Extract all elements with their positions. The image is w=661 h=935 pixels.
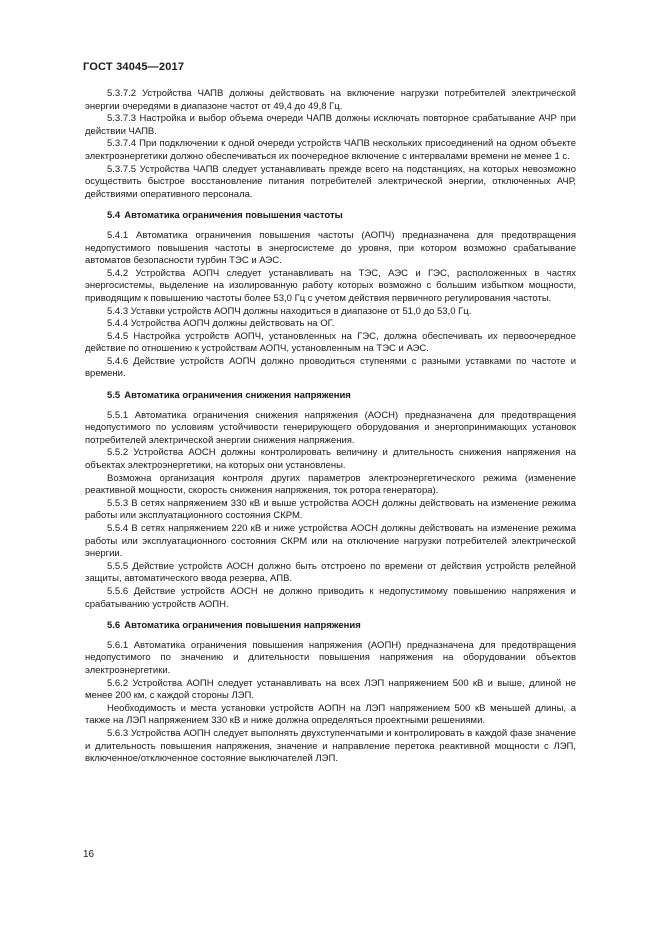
section-heading — [85, 210, 576, 223]
document-body — [85, 88, 576, 766]
paragraph: 5.5.3 В сетях напряжением 330 кВ и выше устройства АОСН должны действовать на изменение режима работы или эксплуатационного состояния СКРМ. — [85, 497, 576, 522]
paragraph: 5.6.1 Автоматика ограничения повышения напряжения (АОПН) предназначена для предотвращения недопустимого по значению и длительности повышения напряжения на оборудовании объектов электроэнергетики. — [85, 639, 576, 676]
section-title: Автоматика ограничения повышения напряжения — [124, 620, 361, 632]
section-number: 5.4 — [107, 210, 121, 222]
paragraph: Возможна организация контроля других параметров электроэнергетического режима (изменение реактивной мощности, скорость снижения напряжения, ток ротора генератора). — [85, 472, 576, 497]
paragraph: 5.5.4 В сетях напряжением 220 кВ и ниже устройства АОСН должны действовать на изменение режима работы или эксплуатационного состояния СКРМ или на отключение нагрузки потребителей электрической энергии. — [85, 523, 576, 560]
document-header: ГОСТ 34045—2017 — [83, 61, 185, 73]
section-number: 5.6 — [107, 620, 121, 632]
paragraph: 5.4.2 Устройства АОПЧ следует устанавливать на ТЭС, АЭС и ГЭС, расположенных в частях энергосистемы, выделение на изолированную работу которых возможно с большим избытком мощности, приводящим к повышению частоты более 53,0 Гц с учетом действия первичного регулирования частоты. — [85, 267, 576, 304]
section-title: Автоматика ограничения снижения напряжения — [124, 390, 351, 402]
section-heading — [85, 620, 576, 633]
paragraph: 5.4.4 Устройства АОПЧ должны действовать на ОГ. — [107, 318, 335, 330]
paragraph: 5.3.7.2 Устройства ЧАПВ должны действовать на включение нагрузки потребителей электрической энергии очередями в диапазоне частот от 49,4 до 49,8 Гц. — [85, 88, 576, 112]
section-heading — [85, 390, 576, 403]
paragraph: 5.3.7.4 При подключении к одной очереди устройств ЧАПВ нескольких присоединений на одном объекте электроэнергетики должно обеспечиваться их поочередное включение с интервалами времени не менее 1 с. — [85, 138, 576, 162]
paragraph: 5.4.6 Действие устройств АОПЧ должно проводиться ступенями с разными уставками по частоте и времени. — [85, 355, 576, 380]
paragraph: 5.6.2 Устройства АОПН следует устанавливать на всех ЛЭП напряжением 500 кВ и выше, длиной не менее 200 км, с каждой стороны ЛЭП. — [85, 677, 576, 702]
paragraph: 5.5.5 Действие устройств АОСН должно быть отстроено по времени от действия устройств релейной защиты, автоматического ввода резерва, АПВ. — [85, 560, 576, 585]
paragraph: 5.5.6 Действие устройств АОСН не должно приводить к недопустимому повышению напряжения и срабатыванию устройств АОПН. — [85, 585, 576, 610]
page-number: 16 — [83, 849, 95, 860]
paragraph: Необходимость и места установки устройств АОПН на ЛЭП напряжением 500 кВ меньшей длины, а также на ЛЭП напряжением 330 кВ и ниже должна определяться проектными решениями. — [85, 702, 576, 727]
paragraph: 5.4.3 Уставки устройств АОПЧ должны находиться в диапазоне от 51,0 до 53,0 Гц. — [107, 305, 472, 317]
section-number: 5.5 — [107, 390, 121, 402]
paragraph: 5.5.2 Устройства АОСН должны контролировать величину и длительность снижения напряжения на объектах электроэнергетики, на которых они установлены. — [85, 447, 576, 472]
paragraph: 5.4.5 Настройка устройств АОПЧ, установленных на ГЭС, должна обеспечивать их первоочередное действие по отношению к устройствам АОПЧ, установленным на ТЭС и АЭС. — [85, 330, 576, 355]
paragraph: 5.4.1 Автоматика ограничения повышения частоты (АОПЧ) предназначена для предотвращения недопустимого повышения частоты в энергосистеме до уровня, при котором возможно срабатывание автоматов безопасности турбин ТЭС и АЭС. — [85, 229, 576, 267]
paragraph: 5.3.7.3 Настройка и выбор объема очереди ЧАПВ должны исключать повторное срабатывание АЧР при действии ЧАПВ. — [85, 113, 576, 137]
section-title: Автоматика ограничения повышения частоты — [124, 210, 343, 222]
paragraph: 5.5.1 Автоматика ограничения снижения напряжения (АОСН) предназначена для предотвращения недопустимого по условиям устойчивости генерирующего оборудования и энергопринимающих установок потребителей электрической энергии снижения напряжения. — [85, 409, 576, 446]
paragraph: 5.3.7.5 Устройства ЧАПВ следует устанавливать прежде всего на подстанциях, на которых невозможно осуществить быстрое восстановление питания потребителей электрической энергии, отключенных АЧР, действиями оперативного персонала. — [85, 163, 576, 200]
paragraph: 5.6.3 Устройства АОПН следует выполнять двухступенчатыми и контролировать в каждой фазе значение и длительность повышения напряжения, значение и направление перетока реактивной мощности с ЛЭП, включенное/отключенное состояние выключателей ЛЭП. — [85, 727, 576, 765]
